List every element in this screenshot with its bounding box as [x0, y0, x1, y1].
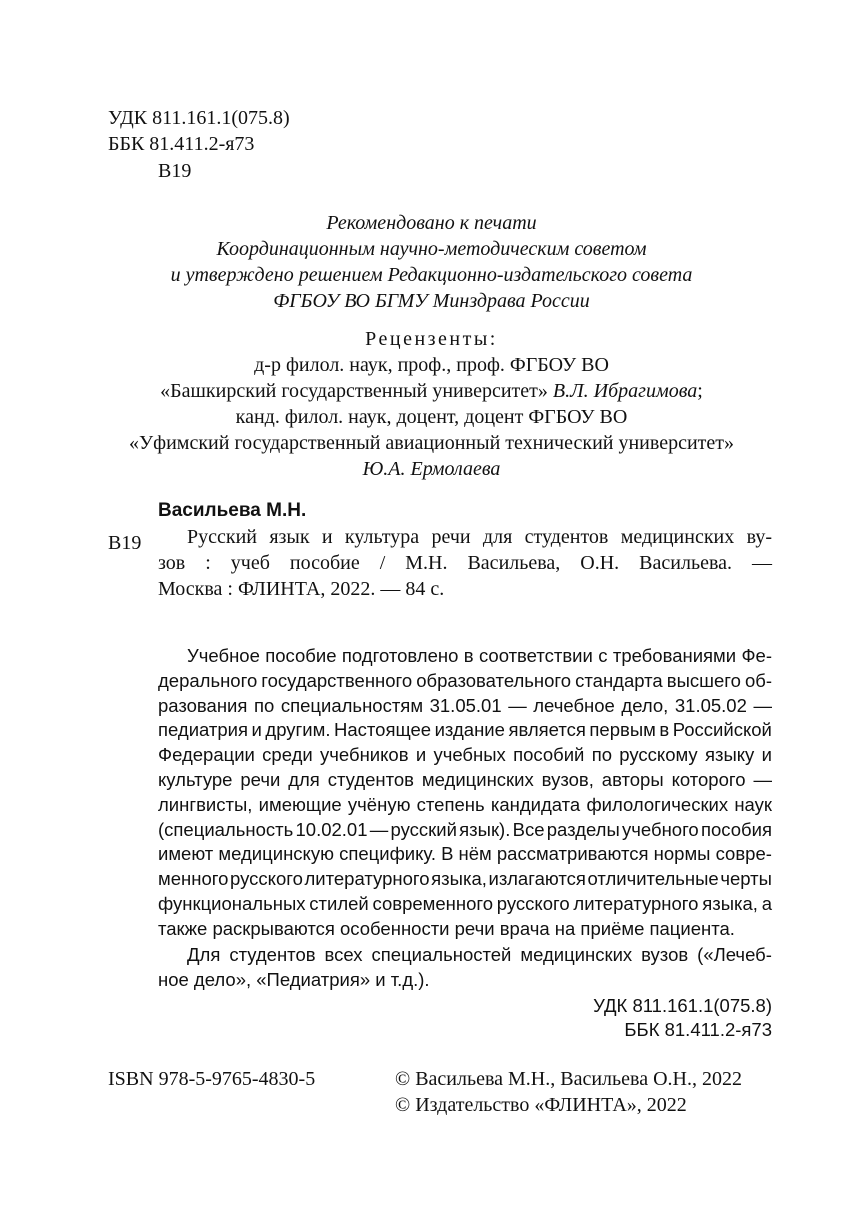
word: а	[761, 893, 772, 914]
annotation-line-8	[158, 819, 772, 841]
annotation-para2-line-2: ное дело», «Педиатрия» и т.д.).	[158, 969, 430, 990]
word: учеб	[230, 552, 270, 574]
word: Настоящее	[334, 719, 432, 740]
annotation-line-11	[158, 893, 772, 915]
word: Для	[187, 944, 221, 965]
word: издание	[434, 719, 505, 740]
annotation-line-4	[158, 719, 772, 741]
word: учебников	[320, 744, 409, 765]
word: в	[659, 719, 670, 740]
word: наук	[734, 794, 772, 815]
word: для	[482, 526, 513, 548]
word: требованиями	[612, 645, 737, 666]
word: и	[321, 526, 333, 548]
author-sign-code: В19	[158, 160, 192, 182]
annotation-line-7	[158, 794, 772, 816]
word: филологических	[586, 794, 729, 815]
word: стилей	[309, 893, 369, 914]
isbn: ISBN 978-5-9765-4830-5	[108, 1068, 316, 1090]
bibliography-line-2	[158, 552, 772, 575]
word: —	[753, 769, 772, 790]
word: об-	[744, 670, 772, 691]
word: по	[253, 695, 275, 716]
word: 31.05.01	[429, 695, 502, 716]
word: вузов	[641, 944, 689, 965]
word: учебных	[433, 744, 506, 765]
annotation-para2-line-1	[187, 944, 772, 966]
word: медицинских	[620, 526, 735, 548]
word: языка,	[702, 893, 758, 914]
word: педиатрия	[158, 719, 249, 740]
word: Все	[512, 819, 545, 840]
word: дело,	[621, 695, 669, 716]
word: медицинских	[520, 944, 633, 965]
word: —	[508, 695, 527, 716]
index-bbk: ББК 81.411.2-я73	[624, 1019, 772, 1040]
recommendation-line-3: и утверждено решением Редакционно-издательского совета	[170, 264, 693, 286]
annotation-line-2	[158, 670, 772, 692]
bibliography-code: В19	[108, 532, 142, 554]
word: авторы	[601, 769, 664, 790]
word: ву-	[746, 526, 772, 548]
recommendation-line-4: ФГБОУ ВО БГМУ Минздрава России	[273, 290, 590, 312]
word: дерального	[158, 670, 258, 691]
word: Васильева.	[639, 552, 733, 574]
word: учебного	[622, 819, 699, 840]
word: специальностей	[371, 944, 512, 965]
word: соответствии	[478, 645, 593, 666]
word: специфику.	[339, 843, 436, 864]
word: :	[205, 552, 211, 574]
reviewer-2-credentials: канд. филол. наук, доцент, доцент ФГБОУ ВО	[235, 406, 628, 428]
word: лечебное	[533, 695, 615, 716]
word: современного	[372, 893, 494, 914]
word: Российской	[672, 719, 772, 740]
bibliography-line-1	[187, 526, 772, 549]
word: —	[752, 552, 772, 574]
word: для	[288, 769, 320, 790]
word: пособие	[289, 552, 360, 574]
word: русскому	[619, 744, 698, 765]
word: в	[463, 645, 474, 666]
bbk-code: ББК 81.411.2-я73	[108, 133, 255, 155]
annotation-line-6	[158, 769, 772, 791]
recommendation-line-2: Координационным научно-методическим советом	[216, 238, 647, 260]
word: русского	[230, 868, 303, 889]
word: культуре	[158, 769, 233, 790]
word: и	[415, 744, 427, 765]
word: Учебное	[187, 645, 260, 666]
reviewer-2-university: «Уфимский государственный авиационный технический университет»	[128, 432, 735, 454]
word: —	[369, 819, 389, 840]
annotation-line-10	[158, 868, 772, 890]
word: черты	[720, 868, 772, 889]
word: всех	[324, 944, 363, 965]
word: пособий	[513, 744, 585, 765]
word: речи	[240, 769, 281, 790]
word: литературного	[573, 893, 699, 914]
word: Федерации	[158, 744, 255, 765]
word: среди	[262, 744, 313, 765]
copyright-publisher: © Издательство «ФЛИНТА», 2022	[395, 1094, 687, 1116]
reviewer-1-punct: ;	[697, 380, 703, 402]
word: Васильева,	[467, 552, 561, 574]
index-udk: УДК 811.161.1(075.8)	[593, 995, 772, 1016]
word: 31.05.02	[674, 695, 747, 716]
word: и	[251, 719, 262, 740]
word: Русский	[187, 526, 257, 548]
word: функциональных	[158, 893, 306, 914]
word: пособие	[265, 645, 337, 666]
word: нормы	[653, 843, 711, 864]
word: разделы	[546, 819, 620, 840]
word: язык).	[459, 819, 511, 840]
word: языка,	[431, 868, 487, 889]
word: медицинскую	[218, 843, 334, 864]
reviewer-1-name: В.Л. Ибрагимова	[552, 380, 698, 402]
word: («Лечеб-	[697, 944, 772, 965]
word: излагаются	[488, 868, 586, 889]
word: другим.	[265, 719, 331, 740]
annotation-line-1	[187, 645, 772, 667]
reviewer-2-name: Ю.А. Ермолаева	[362, 458, 501, 480]
word: степень	[416, 794, 485, 815]
word: нём	[458, 843, 492, 864]
word: русский	[390, 819, 457, 840]
word: рассматриваются	[496, 843, 649, 864]
word: студентов	[229, 944, 316, 965]
annotation-line-3	[158, 695, 772, 717]
bibliography-line-3: Москва : ФЛИНТА, 2022. — 84 с.	[158, 578, 445, 600]
word: является	[508, 719, 586, 740]
word: вузов,	[541, 769, 594, 790]
word: /	[379, 552, 386, 574]
annotation-line-12: также раскрываются особенности речи врача на приёме пациента.	[158, 918, 735, 939]
word: речи	[431, 526, 471, 548]
annotation-line-9	[158, 843, 772, 865]
word: совре-	[715, 843, 772, 864]
word: языку	[704, 744, 755, 765]
word: —	[753, 695, 772, 716]
word: по	[591, 744, 612, 765]
word: В	[441, 843, 454, 864]
word: зов	[158, 552, 186, 574]
word: культура	[344, 526, 420, 548]
bibliography-author: Васильева М.Н.	[158, 500, 307, 521]
word: литературного	[304, 868, 430, 889]
word: лингвисты,	[158, 794, 253, 815]
word: образовательного	[416, 670, 572, 691]
copyright-authors: © Васильева М.Н., Васильева О.Н., 2022	[395, 1068, 742, 1090]
word: студентов	[327, 769, 414, 790]
reviewer-1-university: «Башкирский государственный университет»	[160, 380, 553, 402]
word: (специальность	[158, 819, 294, 840]
word: которого	[671, 769, 746, 790]
reviewer-1-affiliation	[0, 380, 863, 403]
word: медицинских	[421, 769, 534, 790]
word: язык	[269, 526, 310, 548]
word: высшего	[666, 670, 741, 691]
word: отличительные	[587, 868, 719, 889]
word: подготовлено	[341, 645, 459, 666]
udk-code: УДК 811.161.1(075.8)	[108, 107, 290, 129]
word: имеющие	[258, 794, 342, 815]
word: разования	[158, 695, 248, 716]
word: М.Н.	[405, 552, 448, 574]
word: учёную	[347, 794, 411, 815]
recommendation-line-1: Рекомендовано к печати	[326, 212, 537, 234]
annotation-line-5	[158, 744, 772, 766]
reviewers-title: Рецензенты:	[365, 328, 498, 350]
word: 10.02.01	[295, 819, 368, 840]
word: О.Н.	[580, 552, 620, 574]
word: и	[761, 744, 772, 765]
word: имеют	[158, 843, 214, 864]
word: государственного	[261, 670, 413, 691]
word: с	[598, 645, 608, 666]
word: стандарта	[575, 670, 663, 691]
word: пособия	[700, 819, 772, 840]
word: менного	[158, 868, 229, 889]
reviewer-1-credentials: д-р филол. наук, проф., проф. ФГБОУ ВО	[254, 354, 609, 376]
word: специальностям	[280, 695, 424, 716]
word: студентов	[524, 526, 609, 548]
word: Фе-	[741, 645, 772, 666]
word: кандидата	[490, 794, 581, 815]
word: русского	[496, 893, 570, 914]
word: первым	[589, 719, 656, 740]
